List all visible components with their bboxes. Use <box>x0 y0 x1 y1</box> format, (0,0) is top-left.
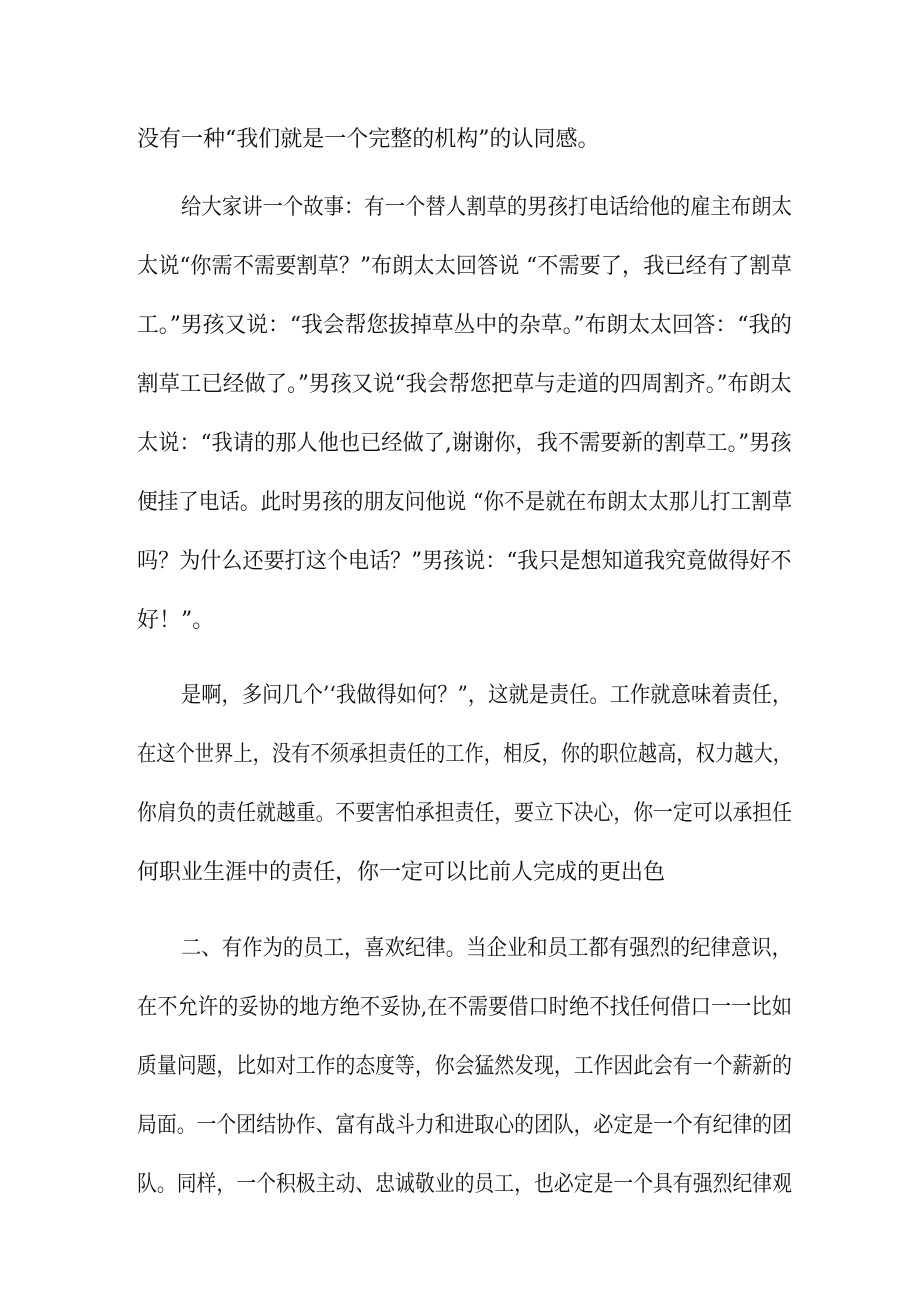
text-line: 在不允许的妥协的地方绝不妥协,在不需要借口时绝不找任何借口一一比如 <box>137 995 792 1020</box>
text-line: 没有一种“我们就是一个完整的机构”的认同感。 <box>137 127 600 152</box>
text-line: 割草工已经做了。”男孩又说“我会帮您把草与走道的四周割齐。”布朗太 <box>137 372 792 397</box>
text-line: 太说：“我请的那人他也已经做了,谢谢你，我不需要新的割草工。”男孩 <box>137 431 792 456</box>
text-line: 是啊，多问几个’‘我做得如何？”，这就是责任。工作就意味着责任， <box>181 683 793 708</box>
text-line: 好！”。 <box>137 608 215 633</box>
text-line: 局面。一个团结协作、富有战斗力和进取心的团队，必定是一个有纪律的团 <box>137 1113 793 1138</box>
text-line: 太说“你需不需要割草？”布朗太太回答说 “不需要了，我已经有了割草 <box>137 254 792 279</box>
text-line: 工。”男孩又说：“我会帮您拔掉草丛中的杂草。”布朗太太回答：“我的 <box>137 313 792 338</box>
text-line: 便挂了电话。此时男孩的朋友问他说 “你不是就在布朗太太那儿打工割草 <box>137 490 793 515</box>
text-line: 在这个世界上，没有不须承担责任的工作，相反，你的职位越高，权力越大， <box>137 742 793 767</box>
text-line: 二、有作为的员工，喜欢纪律。当企业和员工都有强烈的纪律意识， <box>181 936 793 961</box>
text-line: 质量问题，比如对工作的态度等，你会猛然发现，工作因此会有一个薪新的 <box>137 1054 793 1079</box>
text-line: 队。同样，一个积极主动、忠诚敬业的员工，也必定是一个具有强烈纪律观 <box>137 1172 793 1197</box>
text-line: 给大家讲一个故事：有一个替人割草的男孩打电话给他的雇主布朗太 <box>181 195 793 220</box>
text-line: 何职业生涯中的责任，你一定可以比前人完成的更出色 <box>137 860 666 885</box>
text-line: 吗？为什么还要打这个电话？”男孩说：“我只是想知道我究竟做得好不 <box>137 549 792 574</box>
text-line: 你肩负的责任就越重。不要害怕承担责任，要立下决心，你一定可以承担任 <box>137 801 793 826</box>
